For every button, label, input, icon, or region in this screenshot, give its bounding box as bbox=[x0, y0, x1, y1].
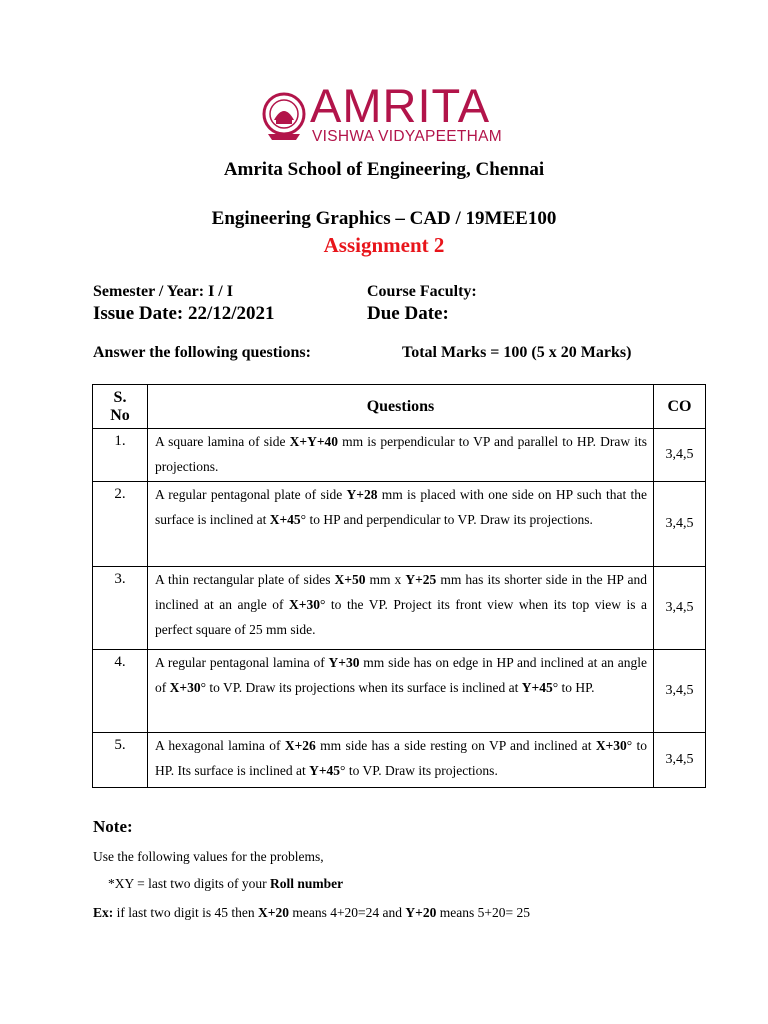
amrita-logo bbox=[262, 79, 512, 148]
total-marks: Total Marks = 100 (5 x 20 Marks) bbox=[402, 344, 632, 361]
question-text bbox=[148, 567, 654, 650]
example-text-2: means 4+20=24 and bbox=[288, 905, 406, 920]
header-sno-line2: No bbox=[110, 406, 130, 424]
question-number: 2. bbox=[93, 482, 148, 567]
table-row bbox=[93, 567, 706, 650]
variable-expression: Y+30 bbox=[328, 655, 360, 670]
header-co: CO bbox=[654, 385, 706, 429]
course-outcome: 3,4,5 bbox=[654, 567, 706, 650]
table-header-row bbox=[93, 385, 706, 429]
amrita-emblem-icon bbox=[262, 90, 306, 142]
example-text-3: means 5+20= 25 bbox=[436, 905, 530, 920]
variable-expression: X+Y+40 bbox=[289, 434, 339, 449]
course-faculty: Course Faculty: bbox=[367, 283, 477, 300]
issue-date: Issue Date: 22/12/2021 bbox=[93, 303, 275, 324]
question-text bbox=[148, 429, 654, 482]
question-text bbox=[148, 482, 654, 567]
course-outcome: 3,4,5 bbox=[654, 482, 706, 567]
course-outcome: 3,4,5 bbox=[654, 650, 706, 733]
instruction: Answer the following questions: bbox=[93, 344, 311, 361]
course-outcome: 3,4,5 bbox=[654, 733, 706, 788]
question-fragment: ° to HP. Its surface is inclined at bbox=[155, 738, 648, 778]
example-var-y: Y+20 bbox=[405, 905, 437, 920]
question-fragment: mm side has on edge in HP and inclined at an angle of bbox=[155, 655, 647, 695]
question-fragment: mm has its shorter side in the HP and inclined at an angle of bbox=[155, 572, 647, 612]
question-number: 4. bbox=[93, 650, 148, 733]
assignment-title: Assignment 2 bbox=[323, 233, 445, 257]
header-sno bbox=[93, 385, 148, 429]
question-fragment: A regular pentagonal plate of side bbox=[155, 487, 347, 502]
logo-subtext: VISHWA VIDYAPEETHAM bbox=[312, 128, 503, 145]
header-questions: Questions bbox=[148, 385, 654, 429]
question-number: 1. bbox=[93, 429, 148, 482]
variable-expression: X+30 bbox=[595, 738, 627, 753]
variable-expression: X+30 bbox=[169, 680, 201, 695]
table-row bbox=[93, 650, 706, 733]
variable-expression: X+50 bbox=[334, 572, 366, 587]
question-fragment: mm is placed with one side on HP such that the surface is inclined at bbox=[155, 487, 647, 527]
example-var-x: X+20 bbox=[258, 905, 289, 920]
note-line: Use the following values for the problems, bbox=[93, 849, 324, 864]
question-fragment: ° to the VP. Project its front view when its top view is a perfect square of 25 mm side. bbox=[155, 597, 647, 637]
example-note bbox=[93, 905, 530, 921]
question-fragment: A hexagonal lamina of bbox=[155, 738, 285, 753]
variable-expression: Y+45 bbox=[521, 680, 553, 695]
question-fragment: A square lamina of side bbox=[155, 434, 290, 449]
course-outcome: 3,4,5 bbox=[654, 429, 706, 482]
question-fragment: mm side has a side resting on VP and inclined at bbox=[315, 738, 596, 753]
question-number: 5. bbox=[93, 733, 148, 788]
variable-expression: X+30 bbox=[289, 597, 320, 612]
semester-year: Semester / Year: I / I bbox=[93, 283, 233, 300]
school-name: Amrita School of Engineering, Chennai bbox=[223, 159, 545, 180]
question-text bbox=[148, 650, 654, 733]
variable-expression: Y+28 bbox=[346, 487, 378, 502]
question-number: 3. bbox=[93, 567, 148, 650]
question-fragment: A thin rectangular plate of sides bbox=[155, 572, 335, 587]
question-fragment: mm x bbox=[365, 572, 406, 587]
example-text-1: if last two digit is 45 then bbox=[113, 905, 258, 920]
question-fragment: ° to VP. Draw its projections when its surface is inclined at bbox=[200, 680, 522, 695]
roll-number-label: Roll number bbox=[269, 876, 344, 891]
question-fragment: ° to HP. bbox=[552, 680, 595, 695]
logo-wordmark: AMRITA bbox=[310, 79, 491, 132]
variable-expression: X+26 bbox=[284, 738, 316, 753]
due-date: Due Date: bbox=[367, 303, 449, 324]
example-label: Ex: bbox=[93, 905, 114, 920]
question-fragment: mm is perpendicular to VP and parallel to HP. Draw its projections. bbox=[155, 434, 648, 474]
header-sno-line1: S. bbox=[113, 388, 127, 406]
variable-expression: Y+45 bbox=[309, 763, 341, 778]
questions-table bbox=[92, 384, 706, 788]
question-text bbox=[148, 733, 654, 788]
table-row bbox=[93, 429, 706, 482]
table-row bbox=[93, 482, 706, 567]
note-title: Note: bbox=[93, 817, 133, 836]
table-row bbox=[93, 733, 706, 788]
course-title: Engineering Graphics – CAD / 19MEE100 bbox=[211, 208, 557, 229]
question-fragment: ° to VP. Draw its projections. bbox=[340, 763, 498, 778]
question-fragment: A regular pentagonal lamina of bbox=[155, 655, 329, 670]
roll-number-text: *XY = last two digits of your bbox=[108, 876, 270, 891]
question-fragment: ° to HP and perpendicular to VP. Draw its projections. bbox=[300, 512, 593, 527]
roll-number-note bbox=[108, 876, 343, 892]
variable-expression: Y+25 bbox=[405, 572, 437, 587]
variable-expression: X+45 bbox=[269, 512, 301, 527]
